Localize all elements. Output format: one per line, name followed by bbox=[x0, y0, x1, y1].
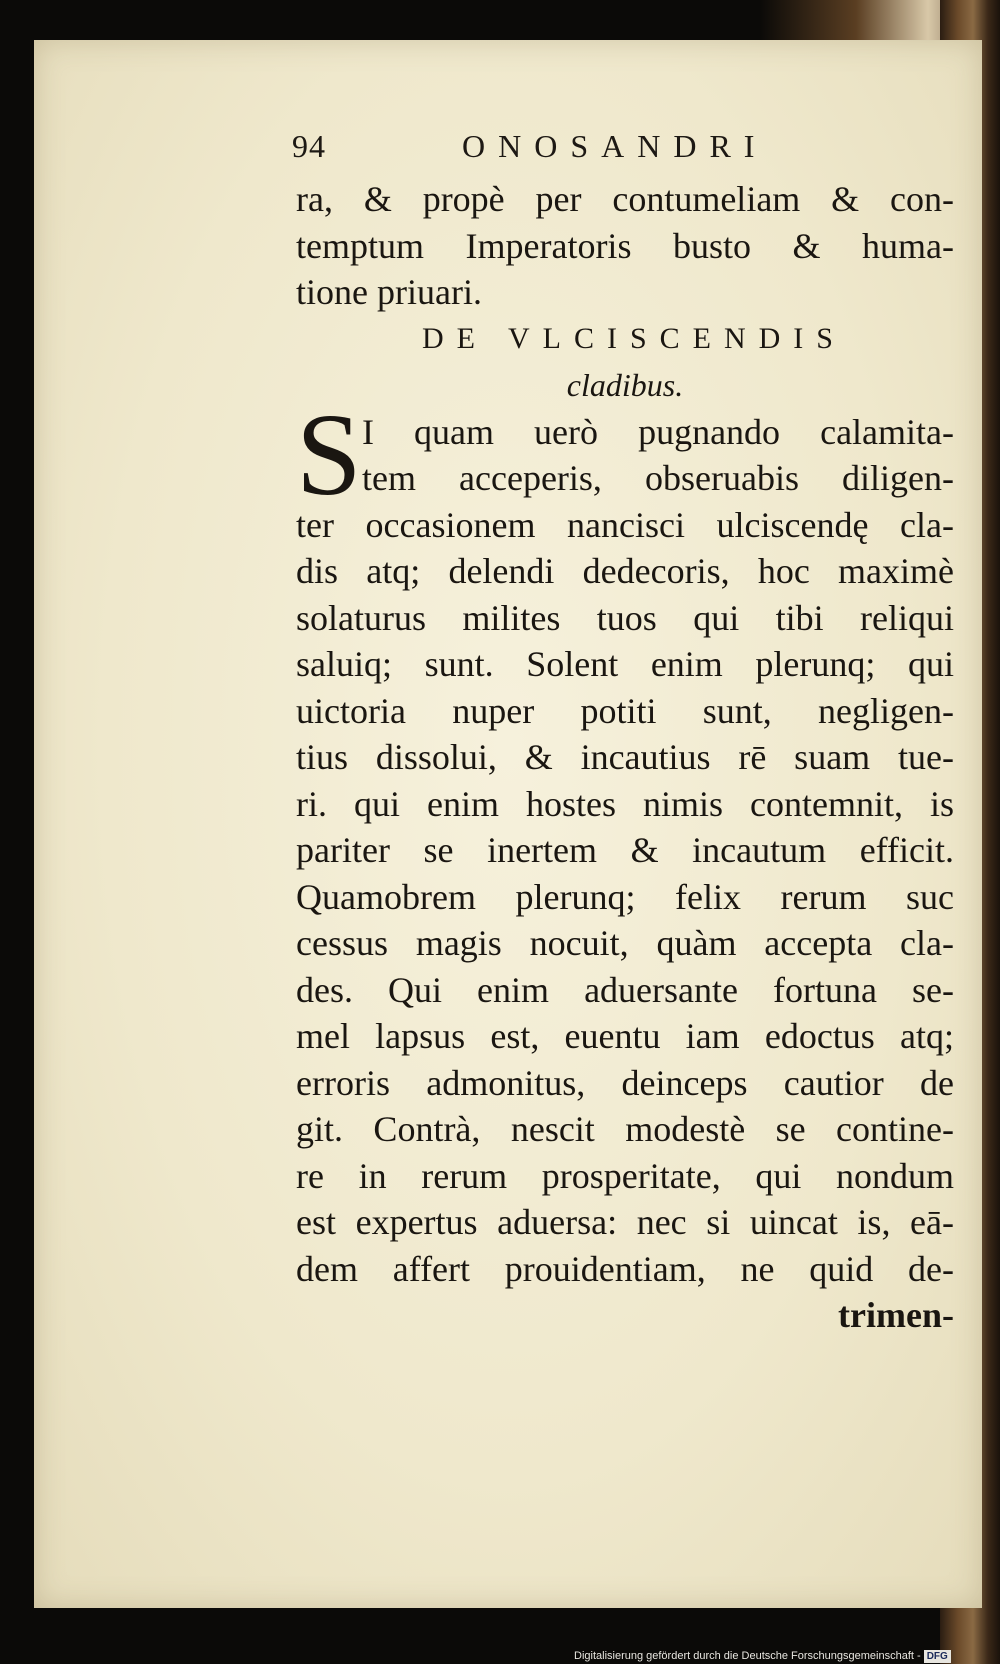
text-line: cessus magis nocuit, quàm accepta cla- bbox=[296, 923, 954, 963]
text-line: Quamobrem plerunq; felix rerum suc bbox=[296, 876, 954, 917]
text-line: I quam uerò pugnando calamita- bbox=[362, 411, 954, 452]
text-line: des. Qui enim aduersante fortuna se- bbox=[296, 969, 954, 1010]
section-title: DE VLCISCENDIS bbox=[422, 321, 846, 355]
text-line: tius dissolui, & incautius rē suam tue- bbox=[296, 737, 954, 777]
catchword: trimen- bbox=[838, 1295, 954, 1335]
footer-text: Digitalisierung gefördert durch die Deutsche Forschungsgemeinschaft - bbox=[574, 1650, 921, 1662]
text-block bbox=[296, 176, 954, 1339]
text-line: uictoria nuper potiti sunt, negligen- bbox=[296, 690, 954, 731]
text-line: ri. qui enim hostes nimis contemnit, is bbox=[296, 783, 954, 824]
text-line: dis atq; delendi dedecoris, hoc maximè bbox=[296, 551, 954, 591]
text-line: ter occasionem nancisci ulciscendę cla- bbox=[296, 504, 954, 545]
text-line: dem affert prouidentiam, ne quid de- bbox=[296, 1248, 954, 1289]
drop-cap: S bbox=[296, 388, 362, 520]
text-line: solaturus milites tuos qui tibi reliqui bbox=[296, 597, 954, 638]
text-line: git. Contrà, nescit modestè se contine- bbox=[296, 1109, 954, 1149]
digitization-footer bbox=[574, 1648, 1000, 1664]
text-line: pariter se inertem & incautum efficit. bbox=[296, 830, 954, 870]
text-line: re in rerum prosperitate, qui nondum bbox=[296, 1155, 954, 1196]
section-title-continued: cladibus. bbox=[566, 367, 684, 403]
running-head: ONOSANDRI bbox=[462, 128, 768, 164]
text-line: est expertus aduersa: nec si uincat is, eā- bbox=[296, 1202, 954, 1242]
page-number: 94 bbox=[292, 128, 326, 164]
text-line: saluiq; sunt. Solent enim plerunq; qui bbox=[296, 644, 954, 684]
text-line: mel lapsus est, euentu iam edoctus atq; bbox=[296, 1016, 954, 1056]
text-line: tem acceperis, obseruabis diligen- bbox=[362, 458, 954, 498]
text-line: temptum Imperatoris busto & huma- bbox=[296, 225, 954, 266]
paragraph-opening bbox=[296, 388, 954, 520]
text-line: ra, & propè per contumeliam & con- bbox=[296, 179, 954, 219]
text-line: erroris admonitus, deinceps cautior de bbox=[296, 1062, 954, 1103]
dfg-logo: DFG bbox=[924, 1650, 951, 1663]
page-header bbox=[292, 128, 942, 178]
text-line: tione priuari. bbox=[296, 272, 482, 312]
